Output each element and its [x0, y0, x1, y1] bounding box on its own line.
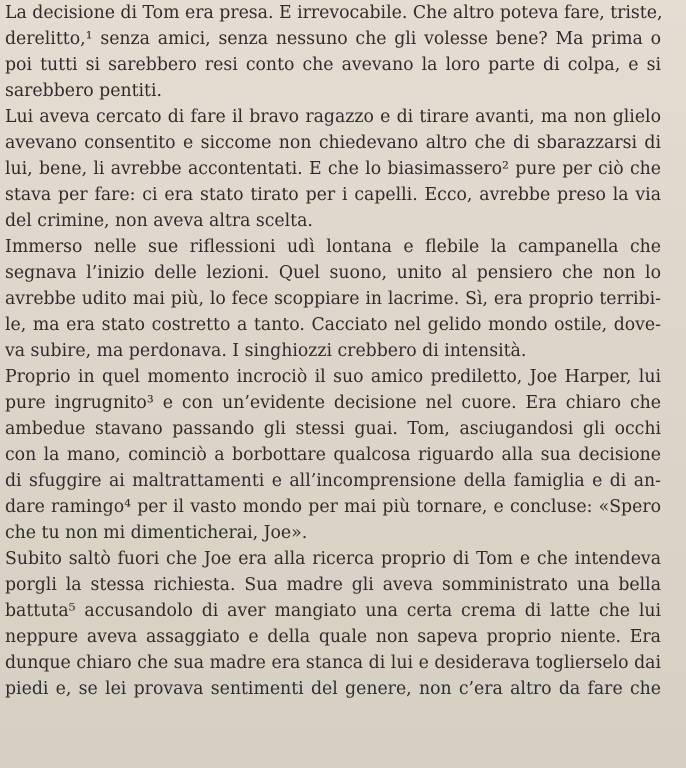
text-line: ambedue stavano passando gli stessi guai. Tom, asciugandosi gli occhi [5, 419, 661, 439]
text-line: pure ingrugnito³ e con un’evidente decisione nel cuore. Era chiaro che [5, 393, 661, 413]
text-line: va subire, ma perdonava. I singhiozzi crebbero di intensità. [5, 341, 527, 361]
text-line: poi tutti si sarebbero resi conto che avevano la loro parte di colpa, e si [5, 55, 661, 75]
text-line: Subito saltò fuori che Joe era alla ricerca proprio di Tom e che intendeva [5, 549, 661, 569]
paragraph-4 [5, 364, 661, 546]
text-line: piedi e, se lei provava sentimenti del genere, non c’era altro da fare che [5, 679, 661, 699]
text-line: La decisione di Tom era presa. E irrevocabile. Che altro poteva fare, triste, [5, 3, 663, 23]
paragraph-2 [5, 104, 661, 234]
text-line: dunque chiaro che sua madre era stanca di lui e desiderava toglierselo dai [5, 653, 661, 673]
text-line: del crimine, non aveva altra scelta. [5, 211, 313, 231]
text-line: dare ramingo⁴ per il vasto mondo per mai più tornare, e concluse: «Spero [5, 497, 661, 517]
text-line: di sfuggire ai maltrattamenti e all’incomprensione della famiglia e di an- [5, 471, 661, 491]
text-line: stava per fare: ci era stato tirato per i capelli. Ecco, avrebbe preso la via [5, 185, 661, 205]
text-line: avevano consentito e siccome non chiedevano altro che di sbarazzarsi di [5, 133, 661, 153]
text-line: avrebbe udito mai più, lo fece scoppiare in lacrime. Sì, era proprio terribi- [5, 289, 661, 309]
text-line: battuta⁵ accusandolo di aver mangiato una certa crema di latte che lui [5, 601, 661, 621]
text-line: Lui aveva cercato di fare il bravo ragazzo e di tirare avanti, ma non glielo [5, 107, 661, 127]
text-line: che tu non mi dimenticherai, Joe». [5, 523, 308, 543]
text-line: Proprio in quel momento incrociò il suo amico prediletto, Joe Harper, lui [5, 367, 661, 387]
text-line: con la mano, cominciò a borbottare qualcosa riguardo alla sua decisione [5, 445, 661, 465]
text-line: segnava l’inizio delle lezioni. Quel suono, unito al pensiero che non lo [5, 263, 661, 283]
text-line: porgli la stessa richiesta. Sua madre gli aveva somministrato una bella [5, 575, 661, 595]
text-line: derelitto,¹ senza amici, senza nessuno che gli volesse bene? Ma prima o [5, 29, 661, 49]
text-line: lui, bene, li avrebbe accontentati. E che lo biasimassero² pure per ciò che [5, 159, 661, 179]
paragraph-5 [5, 546, 661, 702]
text-line: neppure aveva assaggiato e della quale non sapeva proprio niente. Era [5, 627, 661, 647]
text-line: le, ma era stato costretto a tanto. Cacciato nel gelido mondo ostile, dove- [5, 315, 661, 335]
text-line: sarebbero pentiti. [5, 81, 163, 101]
paragraph-3 [5, 234, 661, 364]
text-line: Immerso nelle sue riflessioni udì lontana e flebile la campanella che [5, 237, 661, 257]
paragraph-1 [5, 0, 661, 104]
